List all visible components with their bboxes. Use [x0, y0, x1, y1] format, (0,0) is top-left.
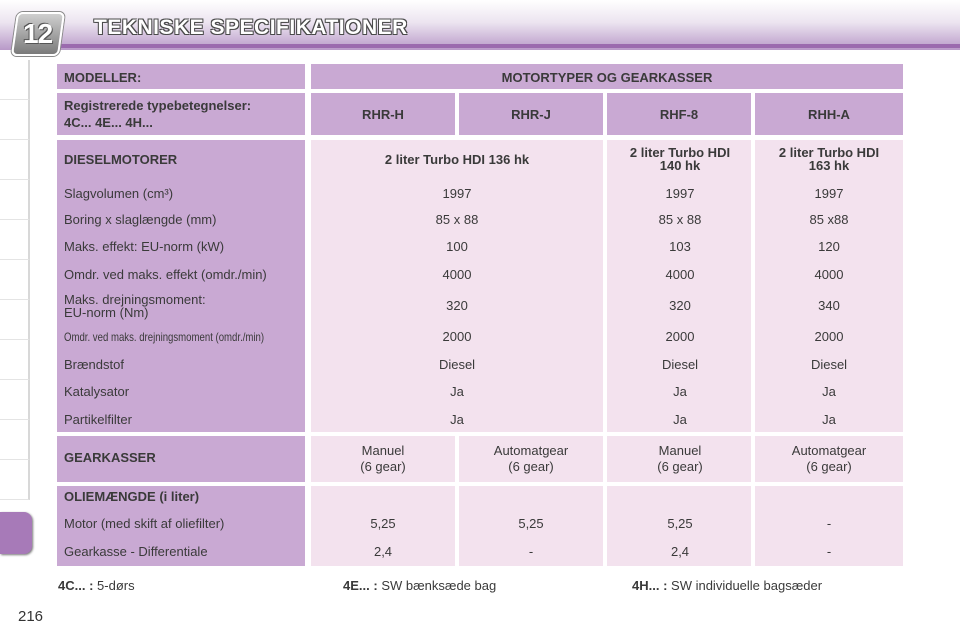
side-tab[interactable]: [0, 340, 30, 380]
diesel-engine-163-line1: 2 liter Turbo HDI: [778, 145, 880, 160]
spec-value: 85 x88: [809, 212, 849, 227]
gearbox-gears: (6 gear): [657, 459, 703, 474]
page-title: TEKNISKE SPECIFIKATIONER: [94, 16, 408, 39]
oil-value: 5,25: [518, 516, 544, 531]
diesel-label: DIESELMOTORER: [64, 152, 178, 167]
gearbox-gears: (6 gear): [360, 459, 406, 474]
spec-value: Ja: [673, 412, 687, 427]
spec-value: 103: [669, 239, 691, 254]
engine-type-rhh-a: RHH-A: [808, 107, 850, 122]
type-designation-sub: 4C... 4E... 4H...: [64, 115, 153, 130]
models-header: MODELLER:: [64, 70, 142, 85]
footnote-4h: [632, 578, 822, 593]
spec-value: 2000: [442, 329, 472, 344]
side-tab[interactable]: [0, 420, 30, 460]
spec-value: 2000: [665, 329, 695, 344]
spec-label-max-power: Maks. effekt: EU-norm (kW): [64, 239, 225, 254]
oil-value: -: [528, 544, 534, 559]
spec-label-particle-filter: Partikelfilter: [64, 412, 132, 427]
gearbox-type: Manuel: [361, 443, 405, 458]
spec-label-catalyst: Katalysator: [64, 384, 130, 399]
diesel-engine-140-line2: 140 hk: [659, 158, 701, 173]
footnote-key: 4H... :: [632, 578, 668, 593]
footnote-text: 5-dørs: [97, 578, 135, 593]
oil-label-engine: Motor (med skift af oliefilter): [64, 516, 225, 531]
spec-value: 2000: [814, 329, 844, 344]
side-tab[interactable]: [0, 460, 30, 500]
spec-value: 1997: [665, 186, 695, 201]
diesel-engine-136: 2 liter Turbo HDI 136 hk: [384, 152, 530, 167]
gearbox-label: GEARKASSER: [64, 450, 156, 465]
oil-value: -: [826, 544, 832, 559]
footnote-text: SW bænksæde bag: [381, 578, 497, 593]
footnote-4e: [343, 578, 496, 593]
engine-type-rhr-h: RHR-H: [362, 107, 404, 122]
oil-value: 5,25: [370, 516, 396, 531]
side-tab[interactable]: [0, 60, 30, 100]
side-tab[interactable]: [0, 300, 30, 340]
spec-value: Ja: [450, 384, 464, 399]
spec-label-max-torque: Maks. drejningsmoment:: [64, 292, 206, 307]
spec-value: 1997: [814, 186, 844, 201]
side-tab[interactable]: [0, 260, 30, 300]
side-tab[interactable]: [0, 100, 30, 140]
diesel-engine-140-line1: 2 liter Turbo HDI: [629, 145, 731, 160]
spec-value: Ja: [822, 384, 836, 399]
spec-label-rpm-max-torque: Omdr. ved maks. drejningsmoment (omdr./min): [64, 330, 265, 344]
spec-value: Ja: [673, 384, 687, 399]
footnote-key: 4C... :: [58, 578, 94, 593]
engine-type-rhr-j: RHR-J: [511, 107, 551, 122]
spec-value: 320: [669, 298, 691, 313]
chapter-side-tabs: [0, 60, 34, 580]
oil-label-gearbox: Gearkasse - Differentiale: [64, 544, 208, 559]
type-designation-label: Registrerede typebetegnelser:: [64, 98, 252, 113]
gearbox-gears: (6 gear): [806, 459, 852, 474]
banner-rule: [60, 44, 960, 48]
oil-value: 2,4: [373, 544, 393, 559]
chapter-number: 12: [23, 18, 53, 49]
chapter-badge: [11, 12, 65, 56]
side-tab[interactable]: [0, 380, 30, 420]
footnote-text: SW individuelle bagsæder: [671, 578, 823, 593]
side-tab[interactable]: [0, 180, 30, 220]
spec-value: 100: [446, 239, 468, 254]
diesel-engine-163-line2: 163 hk: [808, 158, 850, 173]
spec-value: 4000: [442, 267, 472, 282]
oil-value: -: [826, 516, 832, 531]
engines-header: MOTORTYPER OG GEARKASSER: [501, 70, 713, 85]
spec-value: 340: [818, 298, 840, 313]
spec-value: Diesel: [810, 357, 848, 372]
oil-value: 5,25: [667, 516, 693, 531]
page-number: 216: [18, 608, 44, 625]
spec-value: 320: [446, 298, 468, 313]
spec-value: 1997: [442, 186, 472, 201]
spec-value: 4000: [814, 267, 844, 282]
spec-label-fuel: Brændstof: [64, 357, 124, 372]
side-tab[interactable]: [0, 220, 30, 260]
side-tab-active[interactable]: [0, 512, 32, 554]
gearbox-gears: (6 gear): [508, 459, 554, 474]
spec-value: Ja: [450, 412, 464, 427]
spec-label-bore-stroke: Boring x slaglængde (mm): [64, 212, 217, 227]
gearbox-type: Automatgear: [493, 443, 569, 458]
oil-value: 2,4: [670, 544, 690, 559]
footnote-4c: [58, 578, 135, 593]
spec-value: Ja: [822, 412, 836, 427]
spec-label-max-torque-norm: EU-norm (Nm): [64, 305, 149, 320]
oil-label: OLIEMÆNGDE (i liter): [64, 489, 200, 504]
spec-value: 85 x 88: [658, 212, 702, 227]
engine-type-rhf-8: RHF-8: [659, 107, 699, 122]
gearbox-type: Automatgear: [791, 443, 867, 458]
spec-value: 4000: [665, 267, 695, 282]
gearbox-type: Manuel: [658, 443, 702, 458]
spec-value: 85 x 88: [435, 212, 479, 227]
spec-label-displacement: Slagvolumen (cm³): [64, 186, 174, 201]
side-tab[interactable]: [0, 140, 30, 180]
spec-value: Diesel: [438, 357, 476, 372]
footnote-key: 4E... :: [343, 578, 378, 593]
spec-label-rpm-max-power: Omdr. ved maks. effekt (omdr./min): [64, 267, 267, 282]
spec-value: Diesel: [661, 357, 699, 372]
spec-value: 120: [818, 239, 840, 254]
